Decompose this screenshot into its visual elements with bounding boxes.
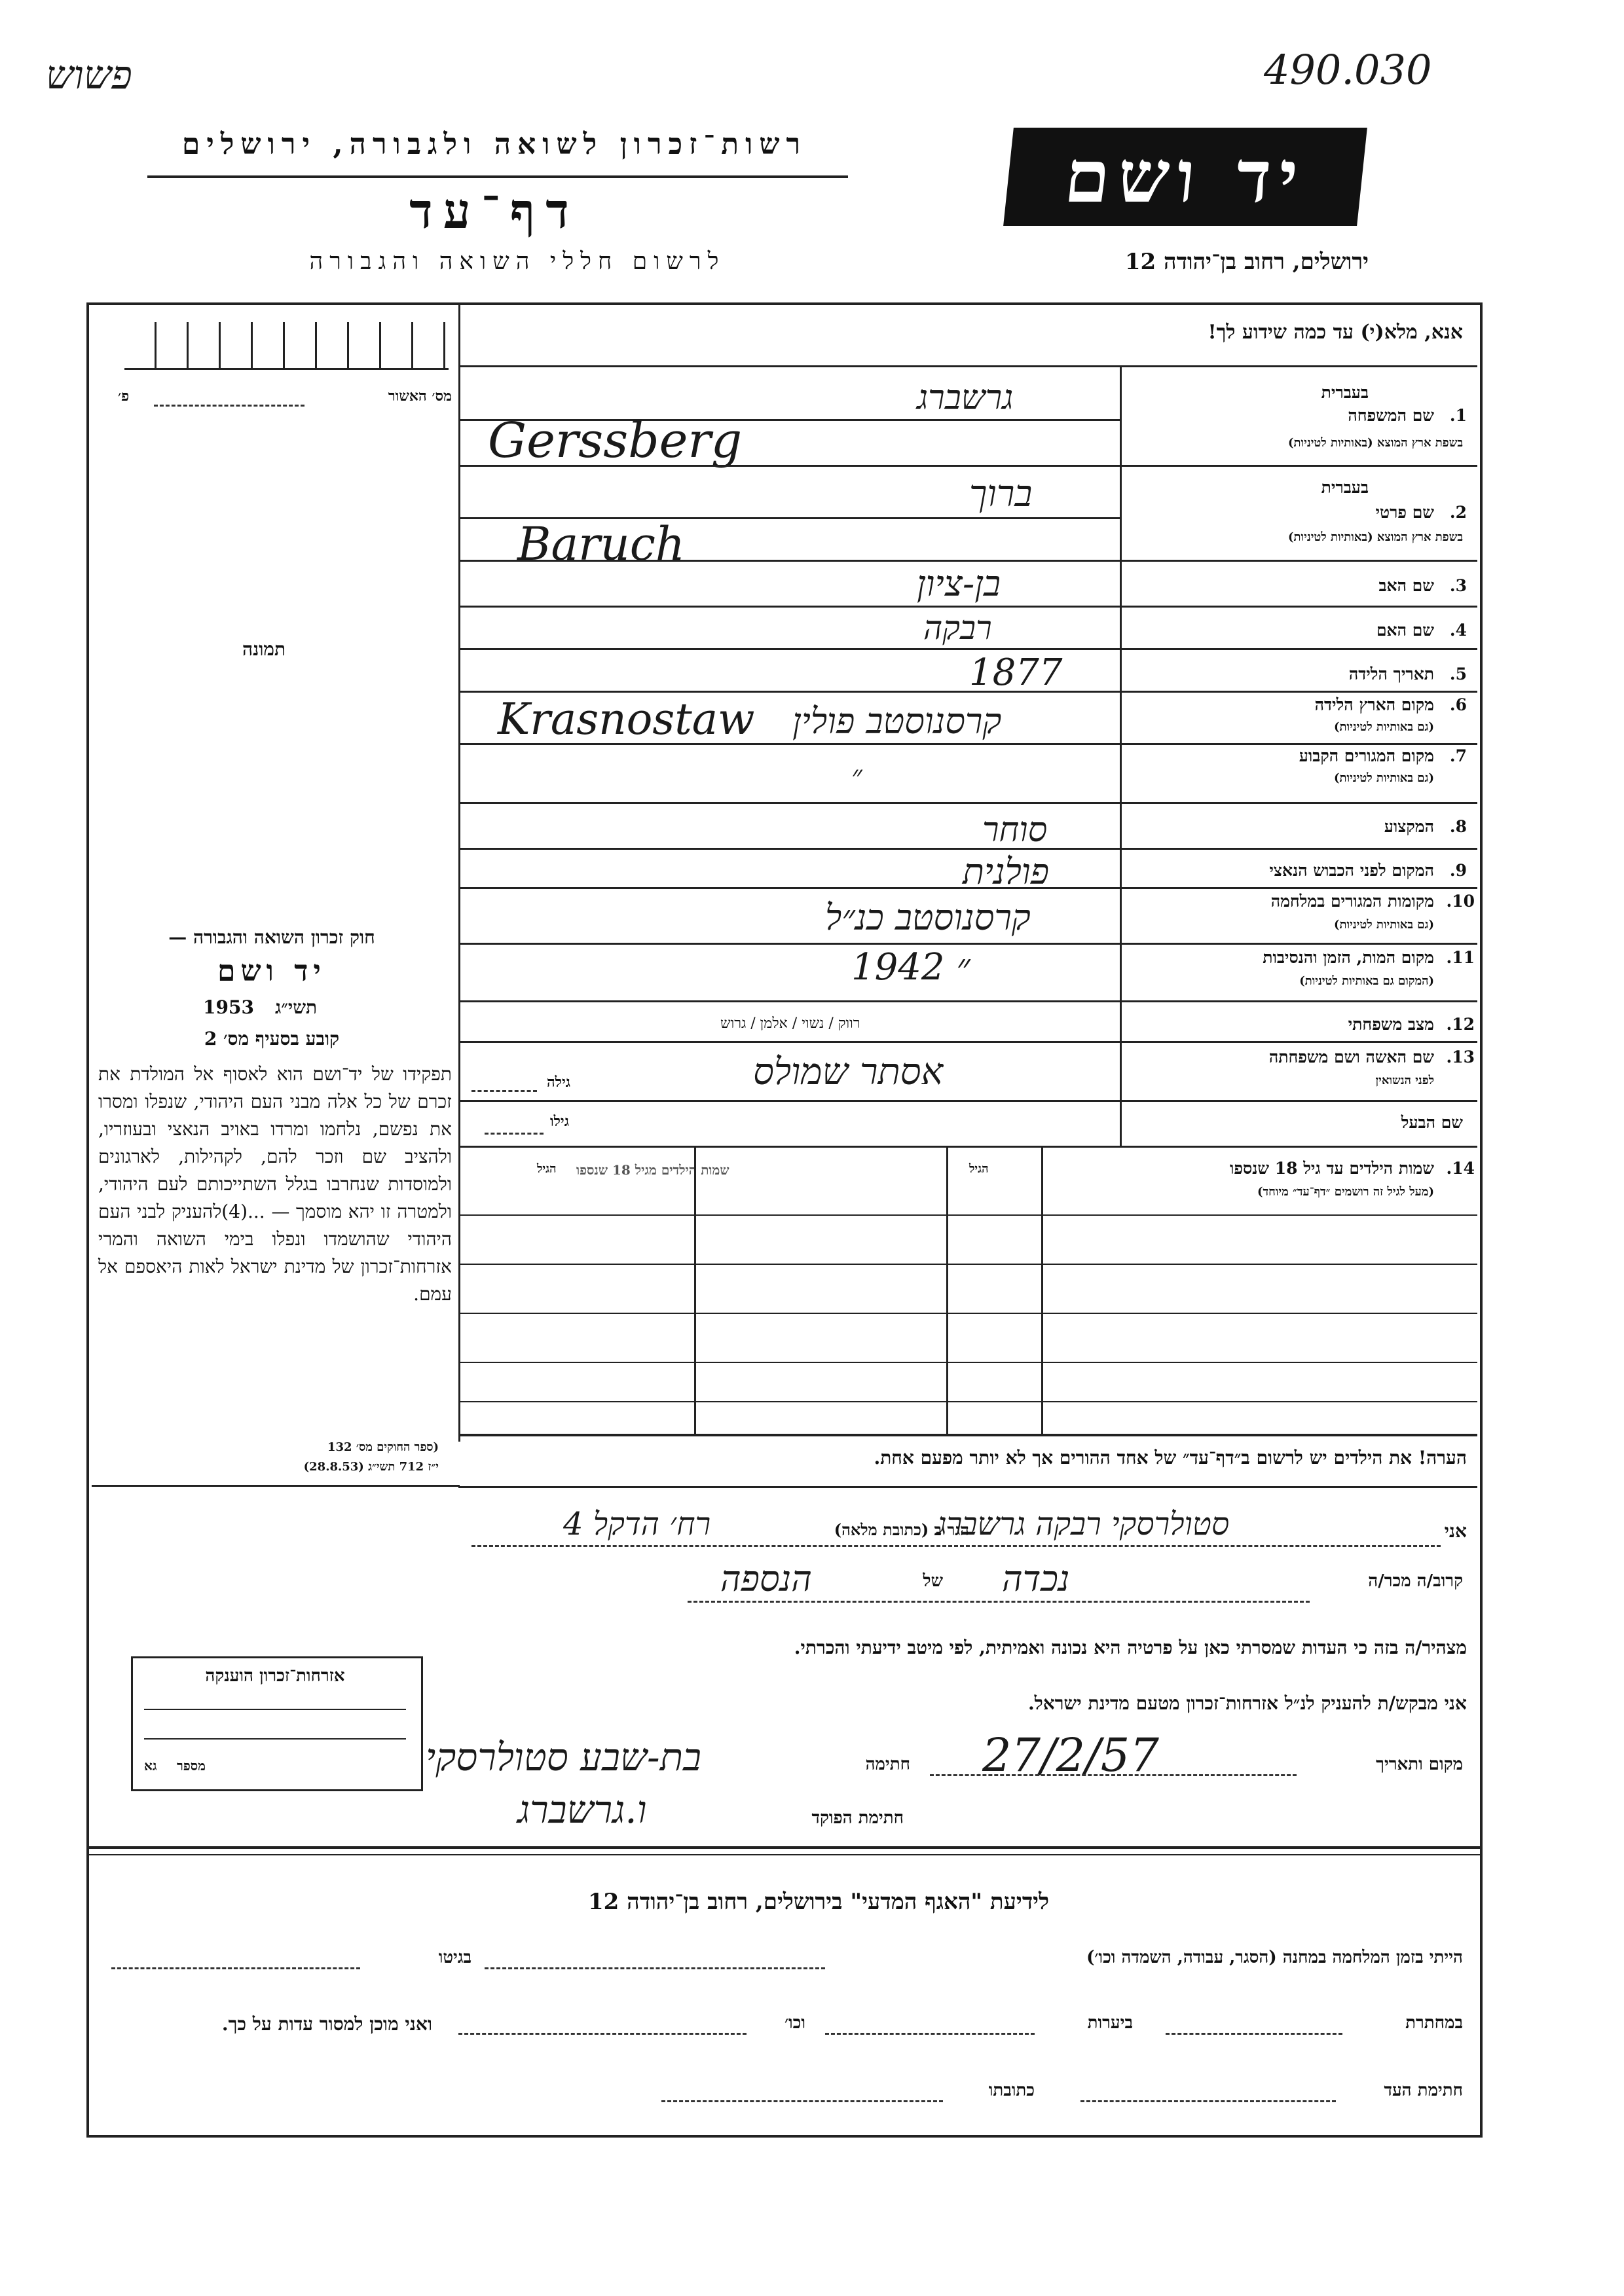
husband-label: שם הבעל xyxy=(1401,1113,1463,1132)
law-name: יד ושם xyxy=(217,955,326,988)
children-row-1 xyxy=(458,1214,1477,1216)
law-title: חוק זכרון השואה והגבורה — xyxy=(168,926,375,948)
field-1-num: 1. xyxy=(1449,406,1467,425)
approval-label: מס׳ האשור xyxy=(388,388,452,405)
relation-deceased: הנספה xyxy=(720,1558,812,1599)
officer-value: ו.גרשברג xyxy=(517,1787,647,1832)
field-2-hebrew-value: ברוך xyxy=(969,473,1033,515)
org-line: רשות־זכרון לשואה ולגבורה, ירושלים xyxy=(181,128,807,161)
field-13-label: שם האשה ושם משפחתה xyxy=(1268,1048,1434,1066)
children-label: שמות הילדים עד גיל 18 שנספו xyxy=(1229,1159,1434,1178)
declarant-name: סטולרסקי רבקה גרשברג xyxy=(936,1506,1230,1542)
field-9-rule xyxy=(458,887,1477,889)
request: אני מבקש/ת להעניק לנ״ל אזרחות־זכרון מטעם מדינת ישראל. xyxy=(1027,1692,1467,1714)
field-6-sub: (גם באותיות לטיניות) xyxy=(1333,720,1434,734)
field-4-num: 4. xyxy=(1449,621,1467,640)
footer-line1-fill xyxy=(485,1967,825,1969)
field-5-rule xyxy=(458,691,1477,693)
field-11-value: 1942 ״ xyxy=(851,946,970,989)
children-col-1 xyxy=(1041,1146,1043,1434)
field-9-label: המקום לפני הכבוש הנאצי xyxy=(1269,861,1434,880)
relation-of: של xyxy=(923,1571,943,1591)
field-5-value: 1877 xyxy=(969,651,1063,694)
field-6-label: מקום הארץ הלידה xyxy=(1314,695,1434,714)
law-year: 1953 xyxy=(203,996,254,1018)
photo-label: תמונה xyxy=(242,638,286,660)
footer-line1-b: בגיטו xyxy=(438,1948,471,1967)
footer-line2-c: וכו׳ xyxy=(784,2013,805,2033)
footer-rule-top xyxy=(86,1846,1480,1849)
law-year-heb: תשי״ג xyxy=(275,996,318,1018)
children-col-2 xyxy=(946,1146,948,1434)
field-1-native-note: בשפת ארץ המוצא (באותיות לטיניות) xyxy=(1288,436,1463,450)
citizenship-line-2 xyxy=(144,1738,406,1740)
field-1-hebrew-value: גרשברג xyxy=(917,378,1014,418)
children-sub: (מעל לגיל זה רושמים ״דף־עד״ מיוחד) xyxy=(1257,1185,1434,1199)
form-subtitle: לרשום חללי השואה והגבורה xyxy=(309,248,726,275)
field-9-num: 9. xyxy=(1449,861,1467,880)
footer-line2-a: במחתרת xyxy=(1405,2013,1463,2033)
field-7-sub: (גם באותיות לטיניות) xyxy=(1333,771,1434,785)
field-10-rule xyxy=(458,943,1477,945)
footer-rule-top-2 xyxy=(86,1854,1480,1855)
field-3-value: בן-ציון xyxy=(917,563,1001,604)
field-2-native-note: בשפת ארץ המוצא (באותיות לטיניות) xyxy=(1288,530,1463,544)
field-8-num: 8. xyxy=(1449,817,1467,836)
field-8-rule xyxy=(458,848,1477,850)
law-body: תפקידו של יד־ושם הוא לאסוף אל המולדת את זכרם של כל אלה מבני העם היהודי, שנפלו ומסרו את נפשם, נלחמו ומרדו באויב הנאצי ובעוזריו, ולהציב שם וזכר להם, לקהילות, לארגונים ולמוסדות שנחרבו בגלל השתייכותם לעם היהודי, ולמטרה זו יהא מוסמך — ...(4)להעניק לבני העם היהודי שהושמדו ונפלו בימי השואה והמרי אזרחות־זכרון של מדינת ישראל לאות היאספם אל עמם. xyxy=(98,1063,452,1305)
header-rule xyxy=(147,175,848,178)
children-row-3 xyxy=(458,1313,1477,1314)
field-11-num: 11. xyxy=(1446,948,1475,967)
field-6-rule xyxy=(458,743,1477,745)
field-12-value: רווק / נשוי / אלמן / גרוש xyxy=(720,1015,860,1032)
law-ref: (ספר החוקים מס׳ 132 xyxy=(327,1440,439,1454)
relation-prefix: קרוב/ה מכר/ה xyxy=(1368,1571,1463,1591)
field-3-rule xyxy=(458,606,1477,608)
footer-line3-fill-b xyxy=(661,2100,943,2102)
field-12-label: מצב משפחתי xyxy=(1348,1015,1434,1034)
field-10-value: קרסנוסטב כנ״ל xyxy=(825,897,1031,938)
note-rule xyxy=(458,1486,1477,1488)
intro-text: אנא, מלא(י) עד כמה שידוע לך! xyxy=(1208,321,1463,344)
children-num: 14. xyxy=(1446,1159,1475,1178)
footer-line1-fill-2 xyxy=(111,1967,360,1969)
field-11-rule xyxy=(458,1000,1477,1002)
date-line xyxy=(930,1774,1297,1776)
header-address: ירושלים, רחוב בן־יהודה 12 xyxy=(1124,249,1369,275)
field-10-label: מקומות המגורים במלחמה xyxy=(1270,892,1434,911)
date-value: 27/2/57 xyxy=(982,1728,1159,1782)
field-11-label: מקום המות, הזמן והנסיבות xyxy=(1263,948,1434,967)
citizenship-line-1 xyxy=(144,1709,406,1710)
field-6-num: 6. xyxy=(1449,695,1467,714)
field-2-num: 2. xyxy=(1449,503,1467,522)
citizenship-number-suffix: גא xyxy=(144,1758,157,1774)
declarant-line xyxy=(471,1545,1441,1547)
children-bottom-rule xyxy=(458,1434,1477,1436)
field-3-label: שם האב xyxy=(1378,576,1434,595)
field-12-num: 12. xyxy=(1446,1015,1475,1034)
officer-label: חתימת הפוקד xyxy=(811,1808,904,1828)
file-number: 490.030 xyxy=(1264,46,1432,94)
field-12-rule xyxy=(458,1041,1477,1043)
field-2-label: שם פרטי xyxy=(1375,503,1434,522)
field-13-sub: לפני הנשואין xyxy=(1375,1074,1434,1087)
declarant-address: רח׳ הדקל 4 xyxy=(563,1506,711,1542)
relation-value: נכדה xyxy=(1002,1558,1070,1599)
field-2-latin-value: Baruch xyxy=(517,517,686,571)
citizenship-number-label: מספר xyxy=(177,1758,206,1774)
field-5-num: 5. xyxy=(1449,665,1467,683)
field-2-hebrew-tag: בעברית xyxy=(1321,478,1369,497)
children-row-2 xyxy=(458,1264,1477,1265)
signature-value: בת-שבע סטולרסקי xyxy=(426,1735,701,1779)
footer-line2-b: ביערות xyxy=(1087,2013,1133,2033)
law-box-frame xyxy=(92,1485,460,1487)
field-3-num: 3. xyxy=(1449,576,1467,595)
field-4-rule xyxy=(458,648,1477,650)
footer-line2-fill-b xyxy=(825,2033,1035,2035)
law-ref-2: י״ז 712 תשי״ג (28.8.53) xyxy=(303,1460,439,1474)
intro-rule xyxy=(458,365,1477,367)
form-title: דף־עד xyxy=(409,183,580,240)
place-date-label: מקום ותאריך xyxy=(1376,1755,1463,1774)
children-col-3 xyxy=(694,1146,696,1434)
field-5-label: תאריך הלידה xyxy=(1348,665,1434,683)
children-age-header-2: הגיל xyxy=(537,1162,557,1176)
declarant-prefix: אני xyxy=(1444,1520,1467,1542)
law-clause: קובע בסעיף מס׳ 2 xyxy=(204,1028,340,1049)
field-1-latin-value: Gerssberg xyxy=(488,412,743,469)
declarant-lives-label: הגר ב (כתובת מלאה) xyxy=(834,1520,969,1539)
field-9-value: פולנית xyxy=(963,851,1050,892)
field-4-label: שם האם xyxy=(1376,621,1434,640)
husband-extra: גילו xyxy=(550,1113,569,1130)
footer-title: לידיעת "האגף המדעי" בירושלים, רחוב בן־יהודה 12 xyxy=(588,1889,1049,1915)
left-column-divider xyxy=(458,302,460,1442)
field-7-num: 7. xyxy=(1449,746,1467,765)
footer-line3-b: כתובתו xyxy=(988,2081,1035,2100)
field-1-hebrew-tag: בעברית xyxy=(1321,383,1369,402)
husband-extra-line xyxy=(485,1133,544,1135)
footer-line2-d: ואני מוכן למסור עדות על כך. xyxy=(221,2013,432,2035)
children-row-5 xyxy=(458,1401,1477,1402)
yad-vashem-logo: יד ושם xyxy=(1003,128,1367,226)
footer-line3-fill-a xyxy=(1080,2100,1336,2102)
field-7-rule xyxy=(458,802,1477,804)
citizenship-title: אזרחות־זכרון הוענקה xyxy=(205,1666,345,1686)
footer-line2-fill-a xyxy=(1166,2033,1342,2035)
field-13-num: 13. xyxy=(1446,1048,1475,1066)
field-1-rule-b xyxy=(458,465,1477,467)
label-column-divider xyxy=(1120,367,1122,1146)
signature-label: חתימה xyxy=(865,1755,910,1774)
children-age-header: הגיל xyxy=(969,1162,989,1176)
footer-line1-a: הייתי בזמן המלחמה במחנה (הסגר, עבודה, השמדה וכו׳) xyxy=(1086,1948,1463,1967)
margin-note: פשוש xyxy=(46,52,132,98)
field-6-value: קרסנוסטב פולין xyxy=(792,701,1002,742)
field-8-value: סוחר xyxy=(982,811,1048,850)
field-2-rule-b xyxy=(458,560,1477,562)
field-13-extra: גילה xyxy=(547,1074,570,1091)
field-10-sub: (גם באותיות לטיניות) xyxy=(1333,918,1434,932)
field-8-label: המקצוע xyxy=(1384,817,1434,836)
field-7-value: ״ xyxy=(851,759,862,793)
approval-boxes xyxy=(124,322,449,370)
footer-line2-fill-c xyxy=(458,2033,747,2035)
field-13-extra-line xyxy=(471,1090,537,1092)
statement: מצהיר/ה בזה כי העדות שמסרתי כאן על פרטיה היא נכונה ואמיתית, לפי מיטב ידיעתי והכרתי. xyxy=(794,1637,1467,1658)
note-text: הערה! את הילדים יש לרשום ב״דף־עד״ של אחד ההורים אך לא יותר מפעם אחת. xyxy=(874,1447,1467,1468)
field-1-label: שם המשפחה xyxy=(1348,406,1434,425)
field-10-num: 10. xyxy=(1446,892,1475,911)
approval-line xyxy=(154,405,304,407)
field-13-rule xyxy=(458,1100,1477,1102)
children-row-4 xyxy=(458,1362,1477,1363)
field-7-label: מקום המגורים הקבוע xyxy=(1299,746,1434,765)
children-right-header: שמות הילדים מגיל 18 שנספו xyxy=(576,1162,729,1178)
footer-line3-a: חתימת העד xyxy=(1384,2081,1463,2100)
husband-rule xyxy=(458,1146,1477,1148)
field-11-sub: (המקום גם באותיות לטיניות) xyxy=(1299,974,1434,988)
field-6-latin-value: Krasnostaw xyxy=(498,694,755,744)
approval-suffix: פ׳ xyxy=(118,388,130,405)
field-13-value: אסתר שמולס xyxy=(753,1051,944,1093)
relation-line xyxy=(688,1601,1310,1603)
field-4-value: רבקה xyxy=(923,609,992,647)
